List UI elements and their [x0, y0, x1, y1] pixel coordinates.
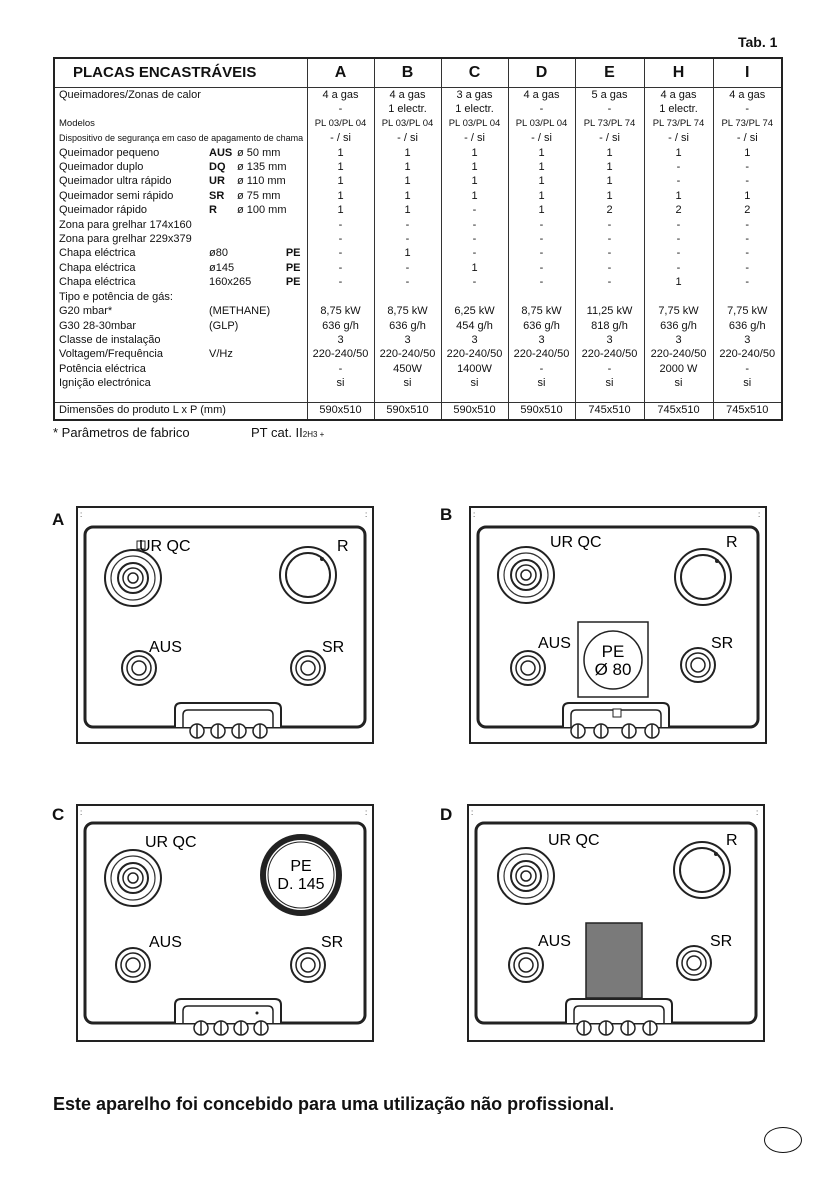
table-cell: - / si [374, 131, 441, 145]
table-cell: 590x510 [374, 402, 441, 420]
footnote [53, 425, 325, 440]
table-row [54, 189, 782, 203]
table-reference: Tab. 1 [738, 34, 778, 50]
row-spec: ø 110 mm [237, 175, 286, 188]
column-header: D [508, 58, 575, 88]
electric-plate-pe-145 [263, 837, 339, 913]
burner-aus [511, 651, 545, 685]
row-label: Potência eléctrica [59, 362, 146, 375]
burner-ur-qc [105, 850, 161, 906]
table-cell: 1400W [441, 362, 508, 376]
table-cell: 454 g/h [441, 319, 508, 333]
label-r: R [726, 832, 738, 849]
table-cell: - [508, 232, 575, 246]
table-row [54, 88, 782, 103]
table-cell: 8,75 kW [374, 304, 441, 318]
table-cell: - [713, 160, 782, 174]
row-label: Modelos [59, 117, 95, 129]
table-cell: si [644, 376, 713, 390]
table-cell: 6,25 kW [441, 304, 508, 318]
table-cell: PL 03/PL 04 [441, 117, 508, 131]
table-cell: - [644, 246, 713, 260]
table-row [54, 102, 782, 116]
label-aus: AUS [538, 635, 571, 652]
hob-diagram-d [466, 803, 766, 1043]
table-cell: - [307, 246, 374, 260]
table-cell: - [307, 232, 374, 246]
table-cell: 4 a gas [307, 88, 374, 103]
table-cell: - [374, 232, 441, 246]
table-cell: - [713, 275, 782, 289]
table-cell: - [508, 261, 575, 275]
plate-label-pe: PE [601, 642, 625, 661]
table-cell: 220-240/50 [575, 347, 644, 361]
table-cell: - [307, 218, 374, 232]
table-cell: - [713, 362, 782, 376]
table-cell: - [307, 275, 374, 289]
table-cell: si [713, 376, 782, 390]
row-label: G20 mbar* (METHANE) [59, 305, 271, 318]
table-cell: 220-240/50 [441, 347, 508, 361]
table-cell: 1 [374, 203, 441, 217]
row-label: Tipo e potência de gás: [59, 290, 173, 303]
table-cell: 2 [644, 203, 713, 217]
svg-text::: : [756, 808, 759, 817]
table-cell: - [644, 174, 713, 188]
table-cell: - / si [644, 131, 713, 145]
table-cell: - [713, 232, 782, 246]
table-cell: 2 [575, 203, 644, 217]
row-spec: ø 135 mm [237, 161, 287, 174]
table-cell: - [374, 218, 441, 232]
table-cell [374, 290, 441, 304]
row-label [54, 102, 307, 116]
burner-aus [116, 948, 150, 982]
column-header: E [575, 58, 644, 88]
burner-aus [122, 651, 156, 685]
table-row [54, 290, 782, 304]
svg-text::: : [365, 808, 368, 817]
burner-sr [291, 948, 325, 982]
table-cell: PL 03/PL 04 [374, 117, 441, 131]
gas-category: PT cat. II2H3 + [251, 425, 325, 440]
table-cell: 1 [307, 160, 374, 174]
table-cell: - [644, 232, 713, 246]
table-cell: - [713, 174, 782, 188]
table-row [54, 347, 782, 361]
control-knobs [175, 999, 281, 1035]
burner-aus [509, 948, 543, 982]
table-cell: 1 [575, 146, 644, 160]
table-cell: 1 [644, 275, 713, 289]
table-cell: - [575, 246, 644, 260]
row-label: Queimador semi rápido SR ø 75 mm [59, 189, 281, 202]
table-row [54, 160, 782, 174]
label-aus: AUS [149, 639, 182, 656]
row-spec: PE [285, 276, 301, 289]
table-cell: 818 g/h [575, 319, 644, 333]
table-cell [713, 290, 782, 304]
row-label: Queimador pequeno AUS ø 50 mm [59, 146, 281, 159]
table-cell: - [508, 218, 575, 232]
table-row [54, 131, 782, 145]
table-title: PLACAS ENCASTRÁVEIS [54, 58, 307, 88]
table-cell: 1 [307, 146, 374, 160]
row-label: Chapa eléctrica ø80 PE [54, 246, 307, 260]
table-cell: 11,25 kW [575, 304, 644, 318]
table-cell: - [575, 232, 644, 246]
table-row [54, 232, 782, 246]
row-label: Chapa eléctrica ø145 PE [54, 261, 307, 275]
label-ur-qc: UR QC [139, 538, 191, 555]
table-cell: 1 [307, 203, 374, 217]
table-cell: 745x510 [644, 402, 713, 420]
row-code: (GLP) [209, 319, 239, 332]
row-label: Queimador ultra rápido UR ø 110 mm [59, 175, 286, 188]
table-cell: 1 [307, 174, 374, 188]
row-label: Dispositivo de segurança em caso de apagamento de chama [59, 133, 304, 144]
table-row [54, 246, 782, 260]
table-cell: 636 g/h [508, 319, 575, 333]
table-cell: 590x510 [307, 402, 374, 420]
table-cell: 4 a gas [508, 88, 575, 103]
row-label: Dimensões do produto L x P (mm) [54, 402, 307, 420]
table-cell: - [374, 275, 441, 289]
table-cell: 1 [374, 174, 441, 188]
table-cell: 1 [713, 189, 782, 203]
table-cell: si [307, 376, 374, 390]
table-cell: 1 [713, 146, 782, 160]
table-cell: - [307, 102, 374, 116]
row-spec: PE [285, 247, 301, 260]
table-cell: - [508, 102, 575, 116]
table-cell: - / si [441, 131, 508, 145]
svg-text::: : [758, 510, 761, 519]
table-cell: 7,75 kW [644, 304, 713, 318]
row-spec: ø 75 mm [237, 189, 281, 202]
table-row [54, 362, 782, 376]
table-cell: 590x510 [441, 402, 508, 420]
table-cell: 1 [508, 203, 575, 217]
column-header: B [374, 58, 441, 88]
table-cell: 4 a gas [713, 88, 782, 103]
table-cell: 1 [575, 174, 644, 188]
label-sr: SR [711, 635, 734, 652]
table-cell: 1 [441, 261, 508, 275]
table-cell: 1 [508, 160, 575, 174]
table-row [54, 275, 782, 289]
column-header: I [713, 58, 782, 88]
row-label: Voltagem/Frequência V/Hz [59, 348, 233, 361]
burner-sr [677, 946, 711, 980]
table-cell [644, 290, 713, 304]
burner-r [280, 547, 336, 603]
table-cell: 1 [441, 189, 508, 203]
hob-diagram-a [75, 505, 375, 745]
table-cell: - [575, 218, 644, 232]
hob-diagram-c [75, 803, 375, 1043]
table-cell: - [441, 275, 508, 289]
country-oval [764, 1127, 802, 1153]
table-cell: 3 [307, 333, 374, 347]
table-row [54, 174, 782, 188]
row-code: SR [209, 189, 225, 202]
table-cell: si [575, 376, 644, 390]
label-aus: AUS [538, 933, 571, 950]
table-cell: 220-240/50 [374, 347, 441, 361]
table-cell [307, 290, 374, 304]
table-cell: 220-240/50 [644, 347, 713, 361]
table-cell [441, 290, 508, 304]
table-cell: 745x510 [575, 402, 644, 420]
table-cell: 1 [575, 160, 644, 174]
table-cell: 3 [713, 333, 782, 347]
table-cell: 1 [575, 189, 644, 203]
table-row [54, 319, 782, 333]
table-cell: - [508, 275, 575, 289]
table-cell: 745x510 [713, 402, 782, 420]
row-code: R [209, 204, 217, 217]
table-cell: 1 [508, 174, 575, 188]
row-label: Classe de instalação [59, 333, 161, 346]
column-header: H [644, 58, 713, 88]
table-cell: - [307, 362, 374, 376]
table-row [54, 333, 782, 347]
row-label: Zona para grelhar 229x379 [59, 233, 192, 246]
row-code: ø145 [209, 261, 235, 274]
table-cell: 1 [441, 174, 508, 188]
burner-r [674, 842, 730, 898]
table-cell: PL 03/PL 04 [508, 117, 575, 131]
column-header: C [441, 58, 508, 88]
table-cell: 3 [508, 333, 575, 347]
row-code: UR [209, 175, 225, 188]
table-cell: 3 [441, 333, 508, 347]
table-cell: - [508, 246, 575, 260]
table-cell: 4 a gas [374, 88, 441, 103]
table-cell: 1 [374, 146, 441, 160]
diagram-label-b: B [440, 505, 453, 524]
table-cell: 1 [374, 160, 441, 174]
table-cell: - [713, 218, 782, 232]
table-cell: 4 a gas [644, 88, 713, 103]
spec-table [53, 57, 783, 421]
control-knobs [175, 703, 281, 738]
grill-zone [586, 923, 642, 998]
row-code: DQ [209, 161, 226, 174]
burner-r [675, 549, 731, 605]
burner-sr [681, 648, 715, 682]
table-cell: 1 [644, 189, 713, 203]
diagram-label-d: D [440, 805, 453, 824]
table-cell: 3 a gas [441, 88, 508, 103]
row-label: Chapa eléctrica 160x265 PE [54, 275, 307, 289]
control-knobs [563, 703, 669, 738]
row-label: Queimador rápido R ø 100 mm [59, 204, 287, 217]
table-row [54, 376, 782, 390]
label-r: R [726, 534, 738, 551]
table-cell: 3 [644, 333, 713, 347]
table-cell: 1 [644, 146, 713, 160]
row-label: G30 28-30mbar (GLP) [59, 319, 239, 332]
diagram-label-c: C [52, 805, 65, 824]
table-cell: 5 a gas [575, 88, 644, 103]
label-sr: SR [710, 933, 733, 950]
plate-label-diameter: D. 145 [277, 876, 325, 893]
table-cell: 1 [307, 189, 374, 203]
plate-label-diameter: Ø 80 [594, 660, 632, 679]
table-cell: - [374, 261, 441, 275]
svg-text::: : [473, 510, 476, 519]
burner-ur-qc [498, 848, 554, 904]
hob-diagram-b [468, 505, 768, 745]
table-cell: 1 [374, 246, 441, 260]
table-cell: 1 [508, 189, 575, 203]
table-row [54, 304, 782, 318]
burner-sr [291, 651, 325, 685]
table-cell: - [575, 261, 644, 275]
usage-note: Este aparelho foi concebido para uma utilização não profissional. [53, 1094, 615, 1114]
table-cell: 636 g/h [644, 319, 713, 333]
label-r: R [337, 538, 349, 555]
table-cell: - / si [713, 131, 782, 145]
footnote-text: * Parâmetros de fabrico [53, 425, 190, 440]
table-cell: si [374, 376, 441, 390]
label-aus: AUS [149, 934, 182, 951]
table-cell: - [441, 232, 508, 246]
label-ur-qc: UR QC [550, 534, 602, 551]
table-cell: 450W [374, 362, 441, 376]
table-cell: 8,75 kW [508, 304, 575, 318]
table-cell: 2000 W [644, 362, 713, 376]
table-row [54, 261, 782, 275]
table-cell: 636 g/h [307, 319, 374, 333]
table-cell: si [508, 376, 575, 390]
label-ur-qc: UR QC [145, 834, 197, 851]
table-cell: PL 03/PL 04 [307, 117, 374, 131]
table-cell: - / si [575, 131, 644, 145]
row-label: Ignição electrónica [59, 377, 151, 390]
table-cell: - / si [508, 131, 575, 145]
label-ur-qc: UR QC [548, 832, 600, 849]
table-row [54, 146, 782, 160]
column-header: A [307, 58, 374, 88]
table-cell: - [644, 160, 713, 174]
row-spec: ø 50 mm [237, 146, 281, 159]
svg-text::: : [80, 510, 83, 519]
table-cell: 3 [374, 333, 441, 347]
diagram-label-a: A [52, 510, 65, 529]
table-cell: 1 [508, 146, 575, 160]
table-cell: 8,75 kW [307, 304, 374, 318]
row-label: Queimador duplo DQ ø 135 mm [59, 161, 287, 174]
table-cell: - [441, 203, 508, 217]
dimensions-row [54, 402, 782, 420]
control-knobs [566, 999, 672, 1035]
table-cell: PL 73/PL 74 [575, 117, 644, 131]
table-cell: - [575, 362, 644, 376]
table-cell: - [644, 261, 713, 275]
table-cell: PL 73/PL 74 [644, 117, 713, 131]
table-cell: 3 [575, 333, 644, 347]
table-cell [575, 290, 644, 304]
row-code: (METHANE) [209, 305, 271, 318]
svg-text::: : [471, 808, 474, 817]
table-cell: 590x510 [508, 402, 575, 420]
table-row [54, 117, 782, 131]
table-header [54, 58, 782, 88]
plate-label-pe: PE [290, 858, 312, 875]
table-cell: 636 g/h [374, 319, 441, 333]
label-sr: SR [322, 639, 345, 656]
row-label: Zona para grelhar 174x160 [59, 218, 192, 231]
table-cell: - [644, 218, 713, 232]
row-spec: ø 100 mm [237, 204, 287, 217]
table-cell: 1 [441, 160, 508, 174]
table-cell [508, 290, 575, 304]
table-cell: - [713, 261, 782, 275]
table-cell: 1 electr. [441, 102, 508, 116]
table-cell: - [508, 362, 575, 376]
table-cell: - [441, 246, 508, 260]
row-code: V/Hz [209, 348, 233, 361]
table-cell: 1 electr. [644, 102, 713, 116]
table-cell: - [307, 261, 374, 275]
table-cell: 1 [374, 189, 441, 203]
row-code: AUS [209, 146, 233, 159]
table-cell: - [575, 275, 644, 289]
table-cell: si [441, 376, 508, 390]
svg-text::: : [365, 510, 368, 519]
table-cell: 220-240/50 [713, 347, 782, 361]
row-spec: PE [285, 261, 301, 274]
table-cell: 2 [713, 203, 782, 217]
svg-text::: : [80, 808, 83, 817]
table-cell: 1 electr. [374, 102, 441, 116]
table-cell: - [713, 246, 782, 260]
table-cell: 220-240/50 [508, 347, 575, 361]
label-sr: SR [321, 934, 344, 951]
table-row [54, 203, 782, 217]
table-row [54, 218, 782, 232]
table-cell: - [713, 102, 782, 116]
table-cell: - / si [307, 131, 374, 145]
table-cell: PL 73/PL 74 [713, 117, 782, 131]
row-code: ø80 [209, 247, 228, 260]
row-code: 160x265 [209, 276, 252, 289]
table-cell: 1 [441, 146, 508, 160]
table-cell: - [575, 102, 644, 116]
table-cell: - [441, 218, 508, 232]
table-cell: 220-240/50 [307, 347, 374, 361]
table-cell: 7,75 kW [713, 304, 782, 318]
burner-ur-qc [498, 547, 554, 603]
row-label: Queimadores/Zonas de calor [59, 89, 201, 101]
table-cell: 636 g/h [713, 319, 782, 333]
